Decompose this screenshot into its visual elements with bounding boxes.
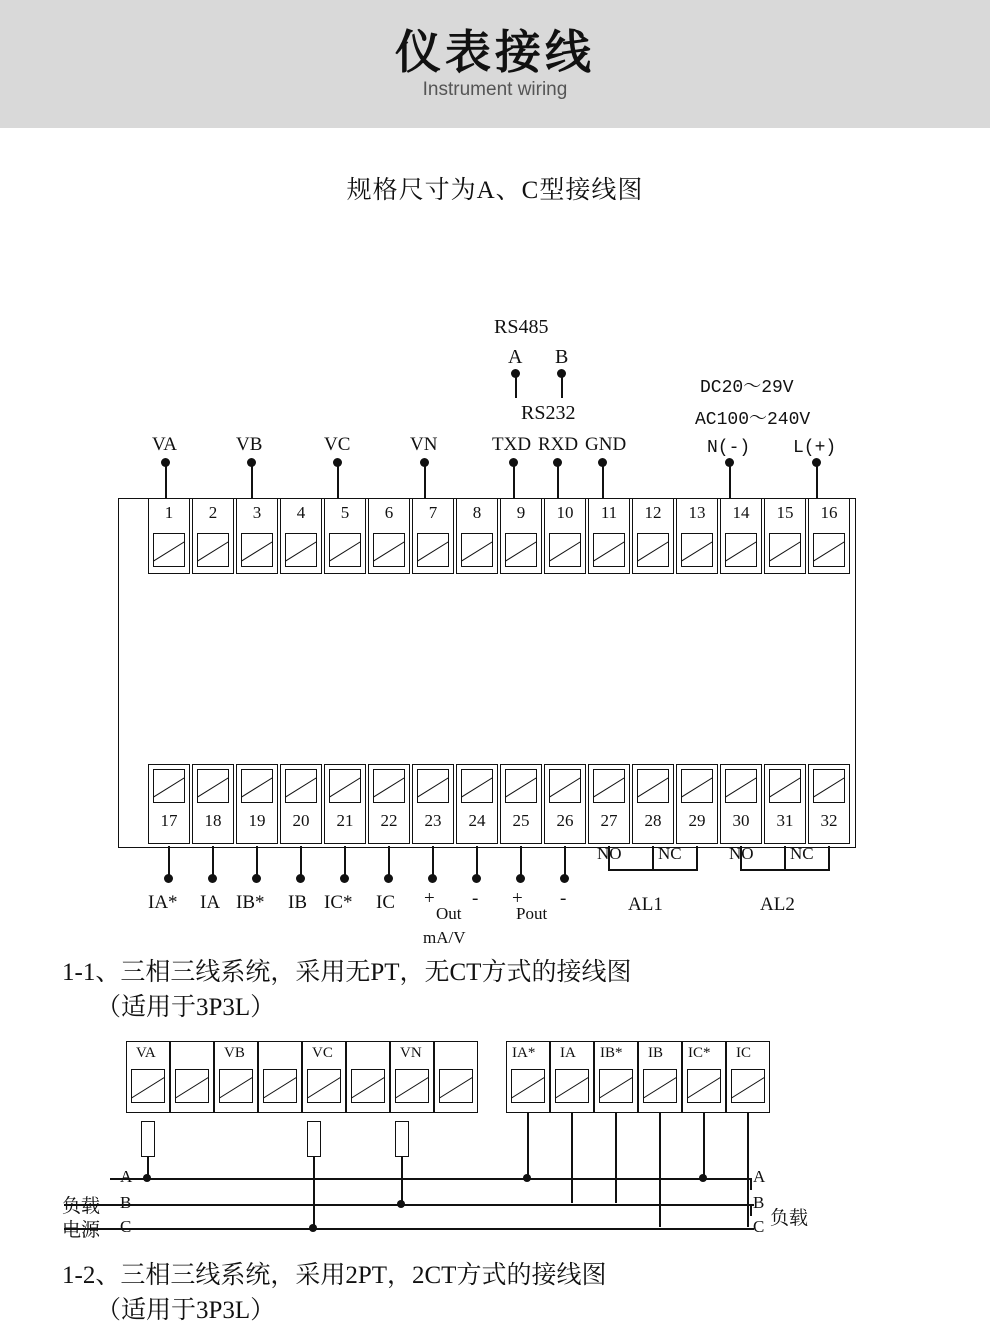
screw-icon — [285, 533, 317, 567]
out-minus-label: - — [472, 888, 479, 909]
screw-icon — [241, 769, 273, 803]
va-tag: VA — [136, 1045, 156, 1061]
terminal-number: 7 — [428, 503, 438, 522]
lead-wire — [520, 846, 522, 876]
vn-wire — [424, 464, 426, 498]
screw-icon — [511, 1069, 545, 1103]
lead-wire — [256, 846, 258, 876]
vn-tag: VN — [400, 1045, 422, 1061]
power-left-label: 电源 — [62, 1220, 101, 1241]
screw-icon — [417, 769, 449, 803]
screw-icon — [549, 769, 581, 803]
screw-icon — [461, 533, 493, 567]
screw-icon — [725, 533, 757, 567]
screw-icon — [505, 769, 537, 803]
al2-bracket — [740, 869, 830, 871]
phase-c-right-label: C — [753, 1217, 765, 1236]
rs485-b-label: B — [555, 346, 569, 368]
screw-icon — [153, 533, 185, 567]
phase-a-line — [110, 1178, 750, 1180]
lead-wire — [168, 846, 170, 876]
rxd-label: RXD — [538, 434, 579, 455]
lead-node — [516, 874, 525, 883]
ic-star-tag: IC* — [688, 1045, 711, 1061]
n-wire — [729, 464, 731, 498]
vc-tag: VC — [312, 1045, 333, 1061]
screw-icon — [681, 769, 713, 803]
ic-label: IC — [376, 892, 395, 913]
phase-b-drop — [401, 1157, 403, 1205]
ic-tag: IC — [736, 1045, 751, 1061]
lead-wire — [300, 846, 302, 876]
out-label: Out — [436, 904, 462, 923]
terminal-number: 22 — [380, 811, 398, 830]
screw-icon — [549, 533, 581, 567]
load-left-label: 负载 — [62, 1196, 101, 1217]
terminal-number: 31 — [776, 811, 794, 830]
screw-icon — [417, 533, 449, 567]
terminal-number: 19 — [248, 811, 266, 830]
wiring-diagram-3p3l — [0, 1025, 990, 1255]
screw-icon — [593, 769, 625, 803]
screw-icon — [373, 533, 405, 567]
screw-icon — [599, 1069, 633, 1103]
phase-b-right-label: B — [753, 1193, 765, 1212]
section-1-2-line2: （适用于3P3L） — [96, 1296, 276, 1324]
lead-wire — [388, 846, 390, 876]
live-label: L(+) — [793, 438, 837, 458]
screw-icon — [593, 533, 625, 567]
screw-icon — [637, 769, 669, 803]
screw-icon — [329, 769, 361, 803]
lead-node — [428, 874, 437, 883]
terminal-number: 11 — [600, 503, 618, 522]
vc-label: VC — [324, 434, 351, 455]
screw-icon — [461, 769, 493, 803]
txd-label: TXD — [492, 434, 532, 455]
terminal-number: 12 — [644, 503, 662, 522]
al1-label: AL1 — [628, 894, 663, 915]
terminal-number: 27 — [600, 811, 618, 830]
al2-nc-wire — [828, 846, 830, 870]
ia-label: IA — [200, 892, 221, 913]
terminal-number: 4 — [296, 503, 306, 522]
ib-drop — [659, 1113, 661, 1227]
section-1-1 — [62, 956, 942, 1025]
lead-wire — [212, 846, 214, 876]
terminal-number: 32 — [820, 811, 838, 830]
terminal-number: 24 — [468, 811, 486, 830]
diagram-subtitle: 规格尺寸为A、C型接线图 — [346, 177, 644, 204]
ib-label: IB — [288, 892, 307, 913]
lead-wire — [344, 846, 346, 876]
screw-icon — [131, 1069, 165, 1103]
phase-b-line — [64, 1204, 754, 1206]
terminal-number: 3 — [252, 503, 262, 522]
lead-node — [252, 874, 261, 883]
ib-star-label: IB* — [236, 892, 265, 913]
section-1-2 — [62, 1259, 942, 1328]
phase-a-left-label: A — [120, 1167, 133, 1186]
ic-star-drop — [703, 1113, 705, 1179]
load-right-label: 负载 — [770, 1208, 809, 1229]
txd-wire — [513, 464, 515, 498]
right-a-tick — [750, 1178, 752, 1190]
terminal-number: 30 — [732, 811, 750, 830]
phase-c-line — [64, 1228, 754, 1230]
screw-icon — [175, 1069, 209, 1103]
terminal-number: 8 — [472, 503, 482, 522]
ib-tag: IB — [648, 1045, 663, 1061]
pout-label: Pout — [516, 904, 548, 923]
section-1-1-line2: （适用于3P3L） — [96, 993, 276, 1021]
right-b-tick — [750, 1204, 752, 1216]
lead-node — [164, 874, 173, 883]
page-header — [0, 0, 990, 128]
lead-node — [384, 874, 393, 883]
pout-plus-label: + — [512, 888, 523, 909]
rs485-label: RS485 — [494, 316, 549, 338]
al2-nc-label: NC — [790, 844, 814, 863]
va-label: VA — [152, 434, 177, 455]
screw-icon — [505, 533, 537, 567]
screw-icon — [307, 1069, 341, 1103]
phase-c-left-label: C — [120, 1217, 132, 1236]
page-title-cn: 仪表接线 — [395, 25, 595, 78]
ia-star-drop — [527, 1113, 529, 1179]
ic-drop — [747, 1113, 749, 1227]
ia-star-tag: IA* — [512, 1045, 536, 1061]
screw-icon — [643, 1069, 677, 1103]
ac-range-label: AC100～240V — [695, 410, 811, 430]
screw-icon — [769, 769, 801, 803]
terminal-number: 5 — [340, 503, 350, 522]
phase-a-right-label: A — [753, 1167, 766, 1186]
screw-icon — [731, 1069, 765, 1103]
screw-icon — [285, 769, 317, 803]
screw-icon — [329, 533, 361, 567]
screw-icon — [813, 769, 845, 803]
terminal-number: 29 — [688, 811, 706, 830]
out-unit-label: mA/V — [423, 928, 466, 947]
ia-star-label: IA* — [148, 892, 178, 913]
rxd-wire — [557, 464, 559, 498]
out-plus-label: + — [424, 888, 435, 909]
screw-icon — [197, 769, 229, 803]
terminal-number: 10 — [556, 503, 574, 522]
ib-star-tag: IB* — [600, 1045, 623, 1061]
pout-minus-label: - — [560, 888, 567, 909]
screw-icon — [263, 1069, 297, 1103]
rs485-a-wire — [515, 376, 517, 398]
screw-icon — [197, 533, 229, 567]
section-1-1-line1: 1-1、三相三线系统，采用无PT，无CT方式的接线图 — [62, 959, 632, 986]
lead-wire — [432, 846, 434, 876]
al1-nc-label: NC — [658, 844, 682, 863]
terminal-number: 14 — [732, 503, 750, 522]
neutral-label: N(-) — [707, 438, 751, 458]
phase-c-drop — [313, 1157, 315, 1229]
l-wire — [816, 464, 818, 498]
terminal-number: 13 — [688, 503, 706, 522]
screw-icon — [725, 769, 757, 803]
terminal-number: 1 — [164, 503, 174, 522]
al2-no-label: NO — [729, 844, 754, 863]
fuse-b — [307, 1121, 321, 1157]
screw-icon — [687, 1069, 721, 1103]
screw-icon — [681, 533, 713, 567]
al1-common-wire — [652, 846, 654, 870]
dc-range-label: DC20～29V — [700, 378, 794, 398]
vc-wire — [337, 464, 339, 498]
rs232-label: RS232 — [521, 402, 576, 424]
section-1-2-line1: 1-2、三相三线系统，采用2PT，2CT方式的接线图 — [62, 1262, 607, 1289]
rs485-b-wire — [561, 376, 563, 398]
screw-icon — [439, 1069, 473, 1103]
al1-bracket — [608, 869, 698, 871]
screw-icon — [219, 1069, 253, 1103]
phase-b-left-label: B — [120, 1193, 132, 1212]
vb-tag: VB — [224, 1045, 245, 1061]
terminal-number: 15 — [776, 503, 794, 522]
lead-node — [340, 874, 349, 883]
junction-node — [523, 1174, 531, 1182]
terminal-number: 23 — [424, 811, 442, 830]
ib-star-drop — [615, 1113, 617, 1203]
junction-node — [143, 1174, 151, 1182]
junction-node — [699, 1174, 707, 1182]
gnd-label: GND — [585, 434, 627, 455]
terminal-number: 16 — [820, 503, 838, 522]
terminal-number: 9 — [516, 503, 526, 522]
fuse-c — [395, 1121, 409, 1157]
al1-nc-wire — [696, 846, 698, 870]
lead-node — [208, 874, 217, 883]
rs485-a-label: A — [508, 346, 523, 368]
ic-star-label: IC* — [324, 892, 353, 913]
gnd-wire — [602, 464, 604, 498]
screw-icon — [769, 533, 801, 567]
screw-icon — [813, 533, 845, 567]
junction-node — [309, 1224, 317, 1232]
terminal-number: 17 — [160, 811, 178, 830]
terminal-number: 28 — [644, 811, 662, 830]
page-title-en: Instrument wiring — [422, 79, 568, 101]
main-wiring-diagram — [0, 206, 990, 966]
lead-node — [472, 874, 481, 883]
vb-wire — [251, 464, 253, 498]
terminal-number: 20 — [292, 811, 310, 830]
al2-label: AL2 — [760, 894, 795, 915]
screw-icon — [555, 1069, 589, 1103]
ia-tag: IA — [560, 1045, 576, 1061]
vb-label: VB — [236, 434, 263, 455]
junction-node — [397, 1200, 405, 1208]
screw-icon — [637, 533, 669, 567]
terminal-number: 21 — [336, 811, 354, 830]
lead-node — [560, 874, 569, 883]
terminal-number: 2 — [208, 503, 218, 522]
screw-icon — [351, 1069, 385, 1103]
al1-no-label: NO — [597, 844, 622, 863]
lead-wire — [564, 846, 566, 876]
ia-drop — [571, 1113, 573, 1203]
al2-common-wire — [784, 846, 786, 870]
va-wire — [165, 464, 167, 498]
fuse-a — [141, 1121, 155, 1157]
terminal-number: 6 — [384, 503, 394, 522]
terminal-number: 26 — [556, 811, 574, 830]
vn-label: VN — [410, 434, 438, 455]
terminal-number: 25 — [512, 811, 530, 830]
screw-icon — [373, 769, 405, 803]
screw-icon — [241, 533, 273, 567]
screw-icon — [153, 769, 185, 803]
screw-icon — [395, 1069, 429, 1103]
terminal-number: 18 — [204, 811, 222, 830]
lead-node — [296, 874, 305, 883]
lead-wire — [476, 846, 478, 876]
